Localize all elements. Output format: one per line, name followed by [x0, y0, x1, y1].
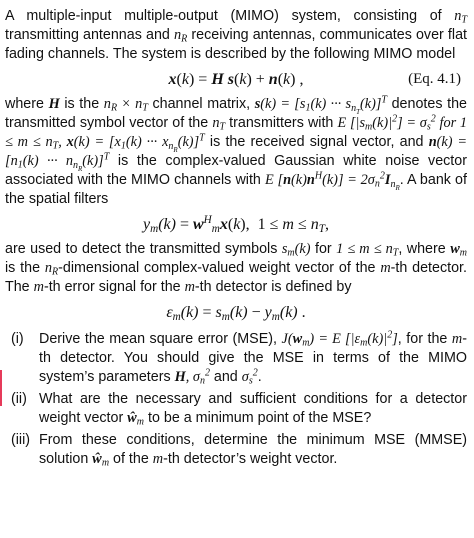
intro-paragraph	[5, 7, 467, 64]
equation-filter	[5, 212, 467, 238]
where-text: denotes the transmitted symbol vector of the	[5, 96, 467, 131]
math-H: H	[48, 96, 60, 112]
equation-4-1	[5, 67, 467, 93]
detect-text: -th detector. The	[5, 260, 467, 295]
where-text: is the complex-valued Gaussian white noise vector associated with the MIMO channels with	[5, 153, 467, 188]
intro-text: transmitting antennas and	[5, 27, 174, 43]
detect-text: -th detector is defined by	[194, 279, 352, 295]
item-text: -th detector’s weight vector.	[163, 451, 338, 467]
equation-body: x(k) = H s(k) + n(k) ,	[168, 71, 304, 88]
math-n-def: $n(k) = [n_1(k)$ ··· $n_{n_R}(k)]^T$	[5, 134, 468, 173]
math-nR: $n_R$	[173, 27, 188, 45]
math-m: m	[152, 451, 164, 467]
math-range: $1 \le m \le n_T$	[336, 241, 399, 259]
math-m: m	[380, 260, 391, 276]
where-text: where	[5, 96, 49, 112]
math-sigma-s: $\sigma_s^2$	[241, 367, 258, 387]
item-number: (ii)	[11, 391, 27, 407]
detect-text: -th error signal for the	[43, 279, 185, 295]
item-text: What are the necessary and sufficient conditions for a detector weight vector	[39, 391, 467, 426]
math-nR: $n_R$	[44, 260, 59, 278]
item-text: to be a minimum point of the MSE?	[144, 410, 372, 426]
equation-label: (Eq. 4.1)	[408, 71, 461, 87]
item-text: and	[209, 369, 242, 385]
math-mse: $J(w_m) = E$ $[|\varepsilon_m(k)|^2]$	[281, 329, 398, 349]
math-params: H, $\sigma_n^2$	[174, 367, 210, 387]
intro-text: A multiple-input multiple-output (MIMO) system, consisting of	[5, 8, 455, 24]
item-text: of the	[109, 451, 153, 467]
math-dim: $n_R \times n_T$	[103, 96, 148, 114]
math-power: E $[|s_m(k)|^2] = \sigma_s^2$ for $1 \le m \le n_T$, $x(k) = [x_1(k)$ ··· $x_{n_R}(k)]^T$	[5, 113, 468, 154]
question-list	[5, 330, 467, 469]
item-number: (i)	[11, 331, 24, 347]
item-text: , for the	[397, 331, 452, 347]
equation-body: $\varepsilon_m(k) = s_m(k) - y_m(k)$ .	[166, 304, 306, 323]
math-m: m	[184, 279, 195, 295]
item-text: Derive the mean square error (MSE),	[39, 331, 282, 347]
detect-paragraph	[5, 240, 467, 297]
where-text: is the	[59, 96, 104, 112]
math-sm: $s_m(k)$	[281, 241, 311, 259]
math-nT: $n_T$	[454, 8, 467, 26]
intro-text: receiving antennas, communicates over flat fading channels. The system is described by the following MIMO model	[5, 27, 467, 62]
math-wm: $w_m$	[450, 241, 467, 259]
detect-text: , where	[398, 241, 451, 257]
where-text: transmitters with	[225, 115, 338, 131]
detect-text: -dimensional complex-valued weight vector of the	[58, 260, 381, 276]
detect-text: is the	[5, 260, 45, 276]
math-wm-hat: $ŵ_m$	[92, 451, 110, 469]
math-nT: $n_T$	[212, 115, 226, 133]
where-text: channel matrix,	[147, 96, 255, 112]
math-wm-hat: $ŵ_m$	[127, 410, 144, 428]
where-text: . A bank of the spatial filters	[5, 172, 467, 207]
question-item: (i) Derive the mean square error (MSE), $J(w_m) = E$ $[|\varepsilon_m(k)|^2]$, for the m-th detector. You should give the MSE in terms of the MIMO system’s parameters H, $\sigma_n^2$ and $\sigma_s^2$.	[11, 329, 468, 387]
question-item	[5, 431, 467, 469]
math-noise-cov: E $[n(k)n^H(k)] = 2\sigma_n^2I_{n_R}$	[265, 170, 400, 192]
question-item	[5, 390, 467, 428]
math-s-def: $s(k) = [s_1(k)$ ··· $s_{n_T}(k)]^T$	[254, 94, 387, 116]
math-m: m	[451, 331, 463, 347]
problem-text	[5, 7, 467, 472]
where-paragraph	[5, 95, 467, 209]
item-text: From these conditions, determine the minimum MSE (MMSE) solution	[39, 432, 467, 467]
detect-text: for	[310, 241, 337, 257]
item-number: (iii)	[11, 432, 31, 448]
detect-text: are used to detect the transmitted symbols	[5, 241, 282, 257]
equation-body: $y_m(k) = w^H_mx(k)$, $1 \le m \le n_T$,	[143, 213, 329, 235]
item-text: -th detector. You should give the MSE in terms of the MIMO system’s parameters	[39, 331, 468, 385]
margin-marker	[0, 370, 2, 406]
math-m: m	[33, 279, 44, 295]
where-text: is the received signal vector, and	[204, 134, 429, 150]
equation-error	[5, 300, 467, 326]
